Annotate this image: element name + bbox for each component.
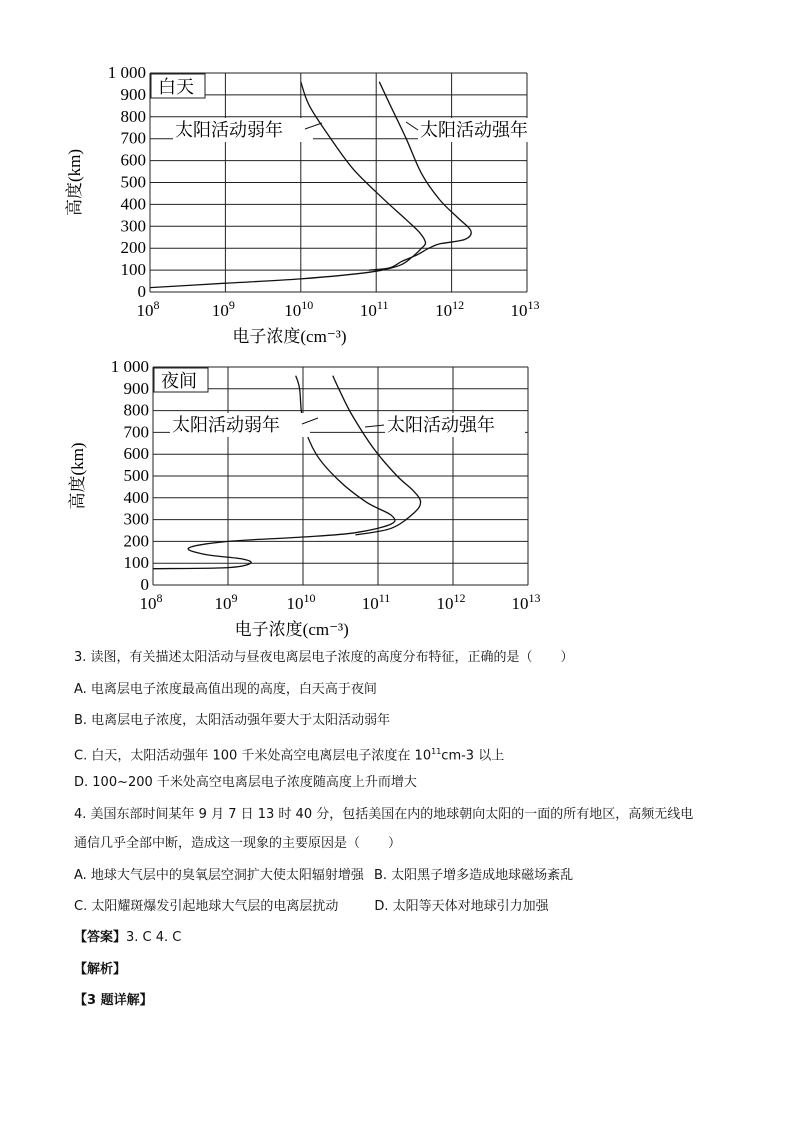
y-tick-label: 0	[140, 575, 149, 594]
y-tick-label: 1 000	[110, 357, 149, 376]
x-tick-label: $10^{11}$	[359, 298, 389, 320]
answer-line: 【答案】3. C 4. C	[74, 930, 182, 945]
chart-daytime-svg	[60, 60, 560, 350]
y-axis-label: 高度(km)	[65, 148, 84, 217]
y-tick-label: 800	[123, 400, 149, 420]
chart-grid	[153, 367, 528, 585]
chart-grid	[150, 73, 527, 292]
y-tick-label: 900	[120, 84, 146, 104]
analysis-heading: 【解析】	[74, 962, 127, 977]
y-tick-label: 0	[137, 282, 146, 301]
chart-daytime	[60, 60, 560, 350]
annotation-strong-leader	[406, 122, 418, 130]
y-tick-label: 400	[123, 487, 149, 507]
series-line-weak	[150, 82, 426, 288]
y-tick-label: 700	[123, 422, 149, 442]
series-line-strong	[333, 376, 421, 535]
y-tick-label: 1 000	[107, 63, 146, 82]
y-tick-label: 800	[120, 106, 146, 126]
x-axis-label: 电子浓度(cm⁻³)	[234, 620, 349, 639]
question-4-line2: 通信几乎全部中断，造成这一现象的主要原因是（ ）	[74, 836, 402, 851]
y-tick-label: 700	[120, 128, 146, 148]
x-tick-label: $10^8$	[136, 298, 160, 320]
x-tick-label: $10^{10}$	[286, 591, 316, 613]
x-tick-label: $10^{10}$	[284, 298, 314, 320]
series-line-strong	[369, 82, 471, 270]
x-tick-label: $10^{12}$	[436, 591, 466, 613]
chart-nighttime-svg	[60, 355, 560, 640]
y-tick-label: 500	[120, 172, 146, 192]
question-4-line1: 4. 美国东部时间某年 9 月 7 日 13 时 40 分，包括美国在内的地球朝向太阳的一面的所有地区，高频无线电	[74, 807, 694, 822]
panel-label: 夜间	[161, 371, 197, 392]
y-tick-label: 300	[123, 509, 149, 529]
y-tick-label: 200	[123, 531, 149, 551]
question-3-option-c: C. 白天，太阳活动强年 100 千米处高空电离层电子浓度在 $10^{11}cm-3$ 以上	[74, 747, 505, 764]
x-tick-label: $10^{13}$	[510, 298, 540, 320]
annotation-strong: 太阳活动强年	[387, 415, 495, 436]
y-tick-label: 100	[120, 260, 146, 280]
annotation-strong-leader	[365, 425, 384, 427]
y-tick-label: 600	[123, 444, 149, 464]
question-3-stem: 3. 读图，有关描述太阳活动与昼夜电离层电子浓度的高度分布特征，正确的是（ ）	[74, 650, 574, 665]
question-3-option-a: A. 电离层电子浓度最高值出现的高度，白天高于夜间	[74, 682, 377, 697]
y-tick-label: 200	[120, 238, 146, 258]
annotation-weak: 太阳活动弱年	[175, 120, 283, 141]
question-3-option-b: B. 电离层电子浓度，太阳活动强年要大于太阳活动弱年	[74, 713, 391, 728]
x-tick-label: $10^{13}$	[511, 591, 541, 613]
x-tick-label: $10^8$	[139, 591, 163, 613]
y-tick-label: 300	[120, 216, 146, 236]
y-tick-label: 500	[123, 466, 149, 485]
x-axis-label: 电子浓度(cm⁻³)	[232, 327, 347, 346]
y-tick-label: 900	[123, 378, 149, 398]
question-4-options-ab: A. 地球大气层中的臭氧层空洞扩大使太阳辐射增强 B. 太阳黑子增多造成地球磁场紊乱	[74, 868, 574, 883]
panel-label: 白天	[158, 77, 194, 98]
chart-nighttime	[60, 355, 560, 640]
y-axis-label: 高度(km)	[68, 442, 87, 510]
annotation-weak: 太阳活动弱年	[172, 415, 280, 436]
y-tick-label: 600	[120, 150, 146, 170]
series-line-weak	[153, 376, 395, 569]
y-tick-label: 100	[123, 553, 149, 573]
x-tick-label: $10^{12}$	[435, 298, 465, 320]
x-tick-label: $10^{11}$	[361, 591, 391, 613]
x-tick-label: $10^9$	[214, 591, 238, 613]
annotation-strong: 太阳活动强年	[420, 120, 528, 141]
question-3-option-d: D. 100~200 千米处高空电离层电子浓度随高度上升而增大	[74, 775, 417, 790]
question-4-options-cd: C. 太阳耀斑爆发引起地球大气层的电离层扰动 D. 太阳等天体对地球引力加强	[74, 899, 549, 914]
y-tick-label: 400	[120, 194, 146, 214]
x-tick-label: $10^9$	[211, 298, 235, 320]
detail-heading: 【3 题详解】	[74, 993, 153, 1008]
